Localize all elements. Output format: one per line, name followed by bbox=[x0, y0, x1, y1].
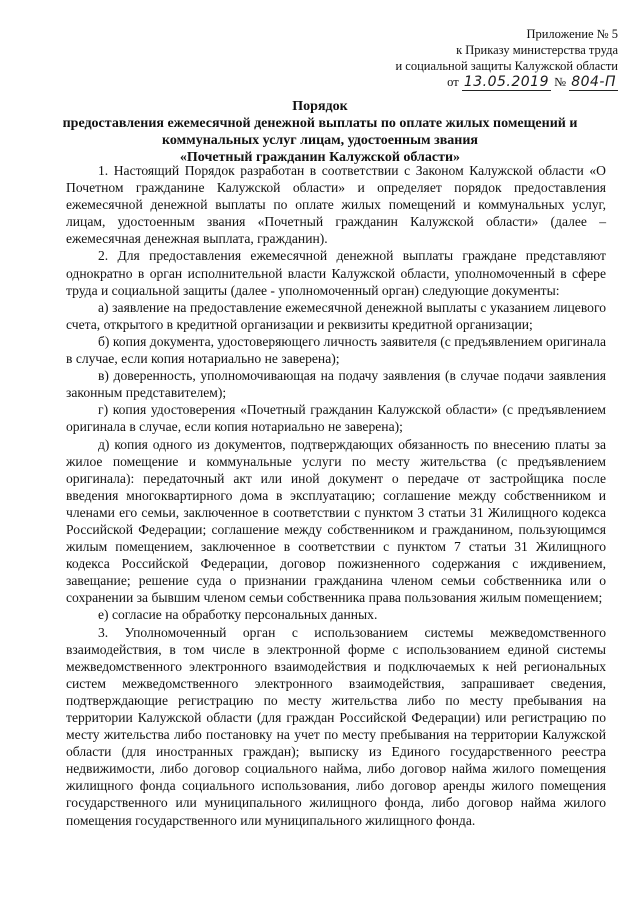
appendix-header bbox=[395, 26, 618, 91]
appendix-order-line: к Приказу министерства труда bbox=[456, 43, 618, 57]
paragraph-3: 3. Уполномоченный орган с использованием системы межведомственного взаимодействия, в том числе в электронной форме с использованием единой системы межведомственного электронного взаимодействия и подключаемых к ней региональных систем межведомственного электронного взаимодействия, запрашивает сведения, подтверждающие регистрацию по месту жительства либо по месту пребывания на территории Калужской области (для граждан Российской Федерации) или регистрацию по месту жительства либо постановку на учет по месту пребывания на территории Калужской области (для иностранных граждан); выписку из Единого государственного реестра недвижимости, либо договор социального найма, либо договор найма жилого помещения жилищного фонда социального использования, либо договор аренды жилого помещения государственного или муниципального жилищного фонда, либо договор найма жилого помещения государственного или муниципального жилищного фонда. bbox=[66, 624, 606, 828]
title-line-3: коммунальных услуг лицам, удостоенным звания bbox=[162, 133, 478, 148]
number-prefix: № bbox=[554, 75, 567, 89]
paragraph-2b: б) копия документа, удостоверяющего личность заявителя (с предъявлением оригинала в случае, если копия нотариально не заверена); bbox=[66, 333, 606, 367]
paragraph-1: 1. Настоящий Порядок разработан в соответствии с Законом Калужской области «О Почетном гражданине Калужской области» и определяет порядок предоставления ежемесячной денежной выплаты по оплате жилых помещений и коммунальных услуг, лицам, удостоенным звания «Почетный гражданин Калужской области» (далее – ежемесячная денежная выплата, гражданин). bbox=[66, 163, 606, 247]
document-body bbox=[66, 162, 606, 829]
document-title bbox=[0, 98, 640, 166]
paragraph-2: 2. Для предоставления ежемесячной денежной выплаты граждане представляют однократно в орган исполнительной власти Калужской области, уполномоченный в сфере труда и социальной защиты (далее - уполномоченный орган) следующие документы: bbox=[66, 248, 606, 298]
handwritten-number: 804-П bbox=[571, 74, 616, 90]
date-prefix: от bbox=[447, 75, 459, 89]
paragraph-2d: д) копия одного из документов, подтверждающих обязанность по внесению платы за жилое помещение и коммунальные услуги по месту жительства (с предъявлением оригинала): передаточный акт или иной документ о передаче от застройщика после введения многоквартирного дома в эксплуатацию; соглашение между собственником и членами его семьи, заключенное в соответствии с пунктом 3 статьи 31 Жилищного кодекса Российской Федерации; соглашение между собственником и гражданином, пользующимся жилым помещением, заключенное в соответствии с пунктом 7 статьи 31 Жилищного кодекса Российской Федерации, договор пожизненного содержания с иждивением, завещание; решение суда о признании гражданина членом семьи собственника или о сохранении за бывшим членом семьи собственника права пользования жилым помещением; bbox=[66, 436, 606, 606]
paragraph-2g: г) копия удостоверения «Почетный гражданин Калужской области» (с предъявлением оригинала в случае, если копия нотариально не заверена); bbox=[66, 402, 606, 435]
appendix-date-line bbox=[395, 74, 618, 91]
appendix-ministry-line: и социальной защиты Калужской области bbox=[395, 59, 618, 73]
appendix-number: Приложение № 5 bbox=[526, 27, 618, 41]
handwritten-date: 13.05.2019 bbox=[463, 74, 549, 90]
title-line-2: предоставления ежемесячной денежной выплаты по оплате жилых помещений и bbox=[62, 116, 578, 131]
paragraph-2v: в) доверенность, уполномочивающая на подачу заявления (в случае подачи заявления законным представителем); bbox=[66, 368, 606, 401]
title-line-1: Порядок bbox=[292, 99, 348, 114]
title-line-4: «Почетный гражданин Калужской области» bbox=[179, 150, 461, 165]
paragraph-2e: е) согласие на обработку персональных данных. bbox=[98, 607, 378, 623]
paragraph-2a: а) заявление на предоставление ежемесячной денежной выплаты с указанием лицевого счета, открытого в кредитной организации и реквизиты кредитной организации; bbox=[66, 299, 606, 332]
